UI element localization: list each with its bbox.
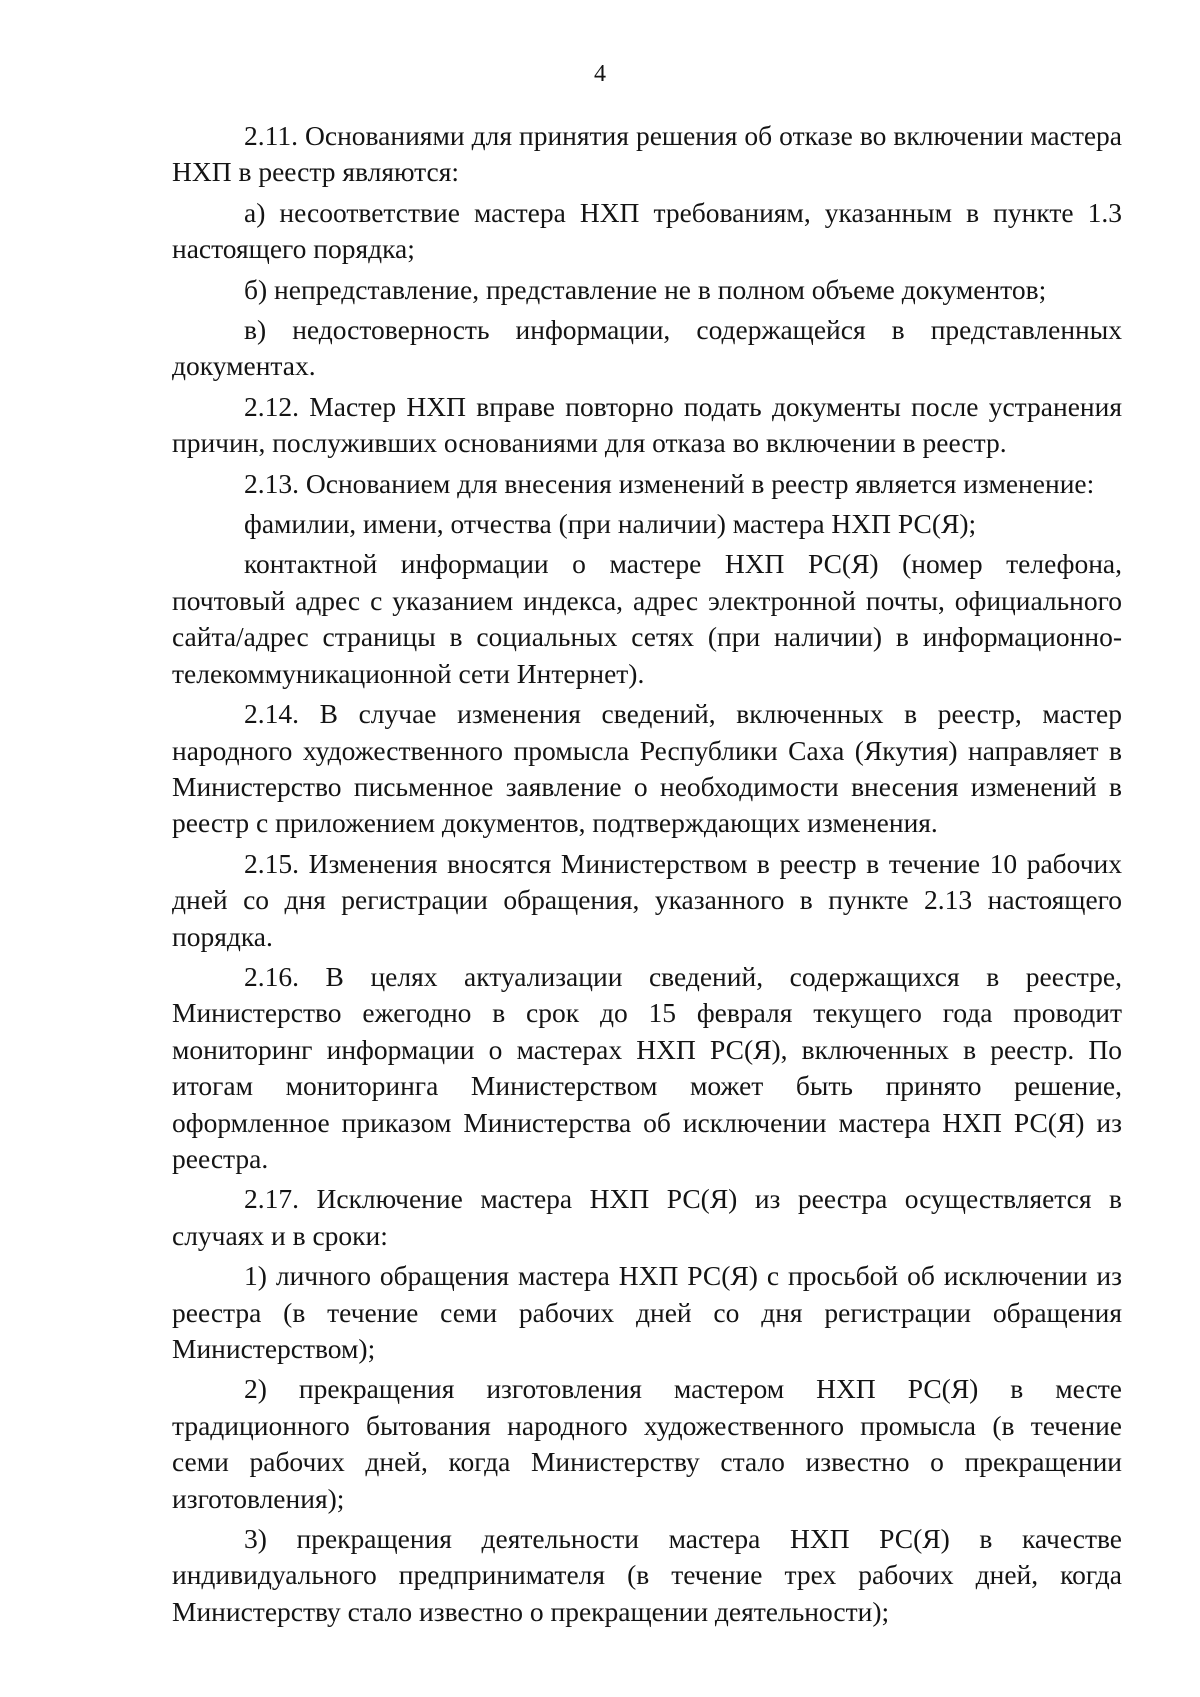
list-item-a: а) несоответствие мастера НХП требованиям, указанным в пункте 1.3 настоящего порядка; bbox=[172, 196, 1122, 265]
list-item-contact-change: контактной информации о мастере НХП РС(Я) (номер телефона, почтовый адрес с указанием индекса, адрес электронной почты, официального сайта/адрес страницы в социальных сетях (при наличии) в информационно-телекоммуникационной сети Интернет). bbox=[172, 548, 1122, 689]
paragraph-2-17: 2.17. Исключение мастера НХП РС(Я) из реестра осуществляется в случаях и в сроки: bbox=[172, 1183, 1122, 1251]
list-item-name-change: фамилии, имени, отчества (при наличии) мастера НХП РС(Я); bbox=[244, 508, 977, 540]
list-item-3: 3) прекращения деятельности мастера НХП РС(Я) в качестве индивидуального предпринимателя (в течение трех рабочих дней, когда Министерству стало известно о прекращении деятельности); bbox=[172, 1523, 1122, 1627]
list-item-1: 1) личного обращения мастера НХП РС(Я) с просьбой об исключении из реестра (в течение семи рабочих дней со дня регистрации обращения Министерством); bbox=[172, 1260, 1122, 1364]
list-item-v: в) недостоверность информации, содержащейся в представленных документах. bbox=[172, 314, 1122, 382]
paragraph-2-16: 2.16. В целях актуализации сведений, содержащихся в реестре, Министерство ежегодно в срок до 15 февраля текущего года проводит мониторинг информации о мастерах НХП РС(Я), включенных в реестр. По итогам мониторинга Министерством может быть принято решение, оформленное приказом Министерства об исключении мастера НХП РС(Я) из реестра. bbox=[172, 960, 1122, 1174]
paragraph-2-14: 2.14. В случае изменения сведений, включенных в реестр, мастер народного художественного промысла Республики Саха (Якутия) направляет в Министерство письменное заявление о необходимости внесения изменений в реестр с приложением документов, подтверждающих изменения. bbox=[172, 698, 1122, 839]
page-number: 4 bbox=[594, 61, 606, 87]
paragraph-2-11: 2.11. Основаниями для принятия решения об отказе во включении мастера НХП в реестр являются: bbox=[172, 120, 1122, 188]
paragraph-2-12: 2.12. Мастер НХП вправе повторно подать документы после устранения причин, послуживших основаниями для отказа во включении в реестр. bbox=[172, 390, 1122, 459]
list-item-2: 2) прекращения изготовления мастером НХП РС(Я) в месте традиционного бытования народного художественного промысла (в течение семи рабочих дней, когда Министерству стало известно о прекращении изготовления); bbox=[172, 1373, 1122, 1514]
list-item-b: б) непредставление, представление не в полном объеме документов; bbox=[244, 273, 1047, 305]
document-body bbox=[172, 118, 1122, 1634]
paragraph-2-15: 2.15. Изменения вносятся Министерством в реестр в течение 10 рабочих дней со дня регистрации обращения, указанного в пункте 2.13 настоящего порядка. bbox=[172, 847, 1122, 952]
paragraph-2-13: 2.13. Основанием для внесения изменений в реестр является изменение: bbox=[244, 467, 1095, 499]
